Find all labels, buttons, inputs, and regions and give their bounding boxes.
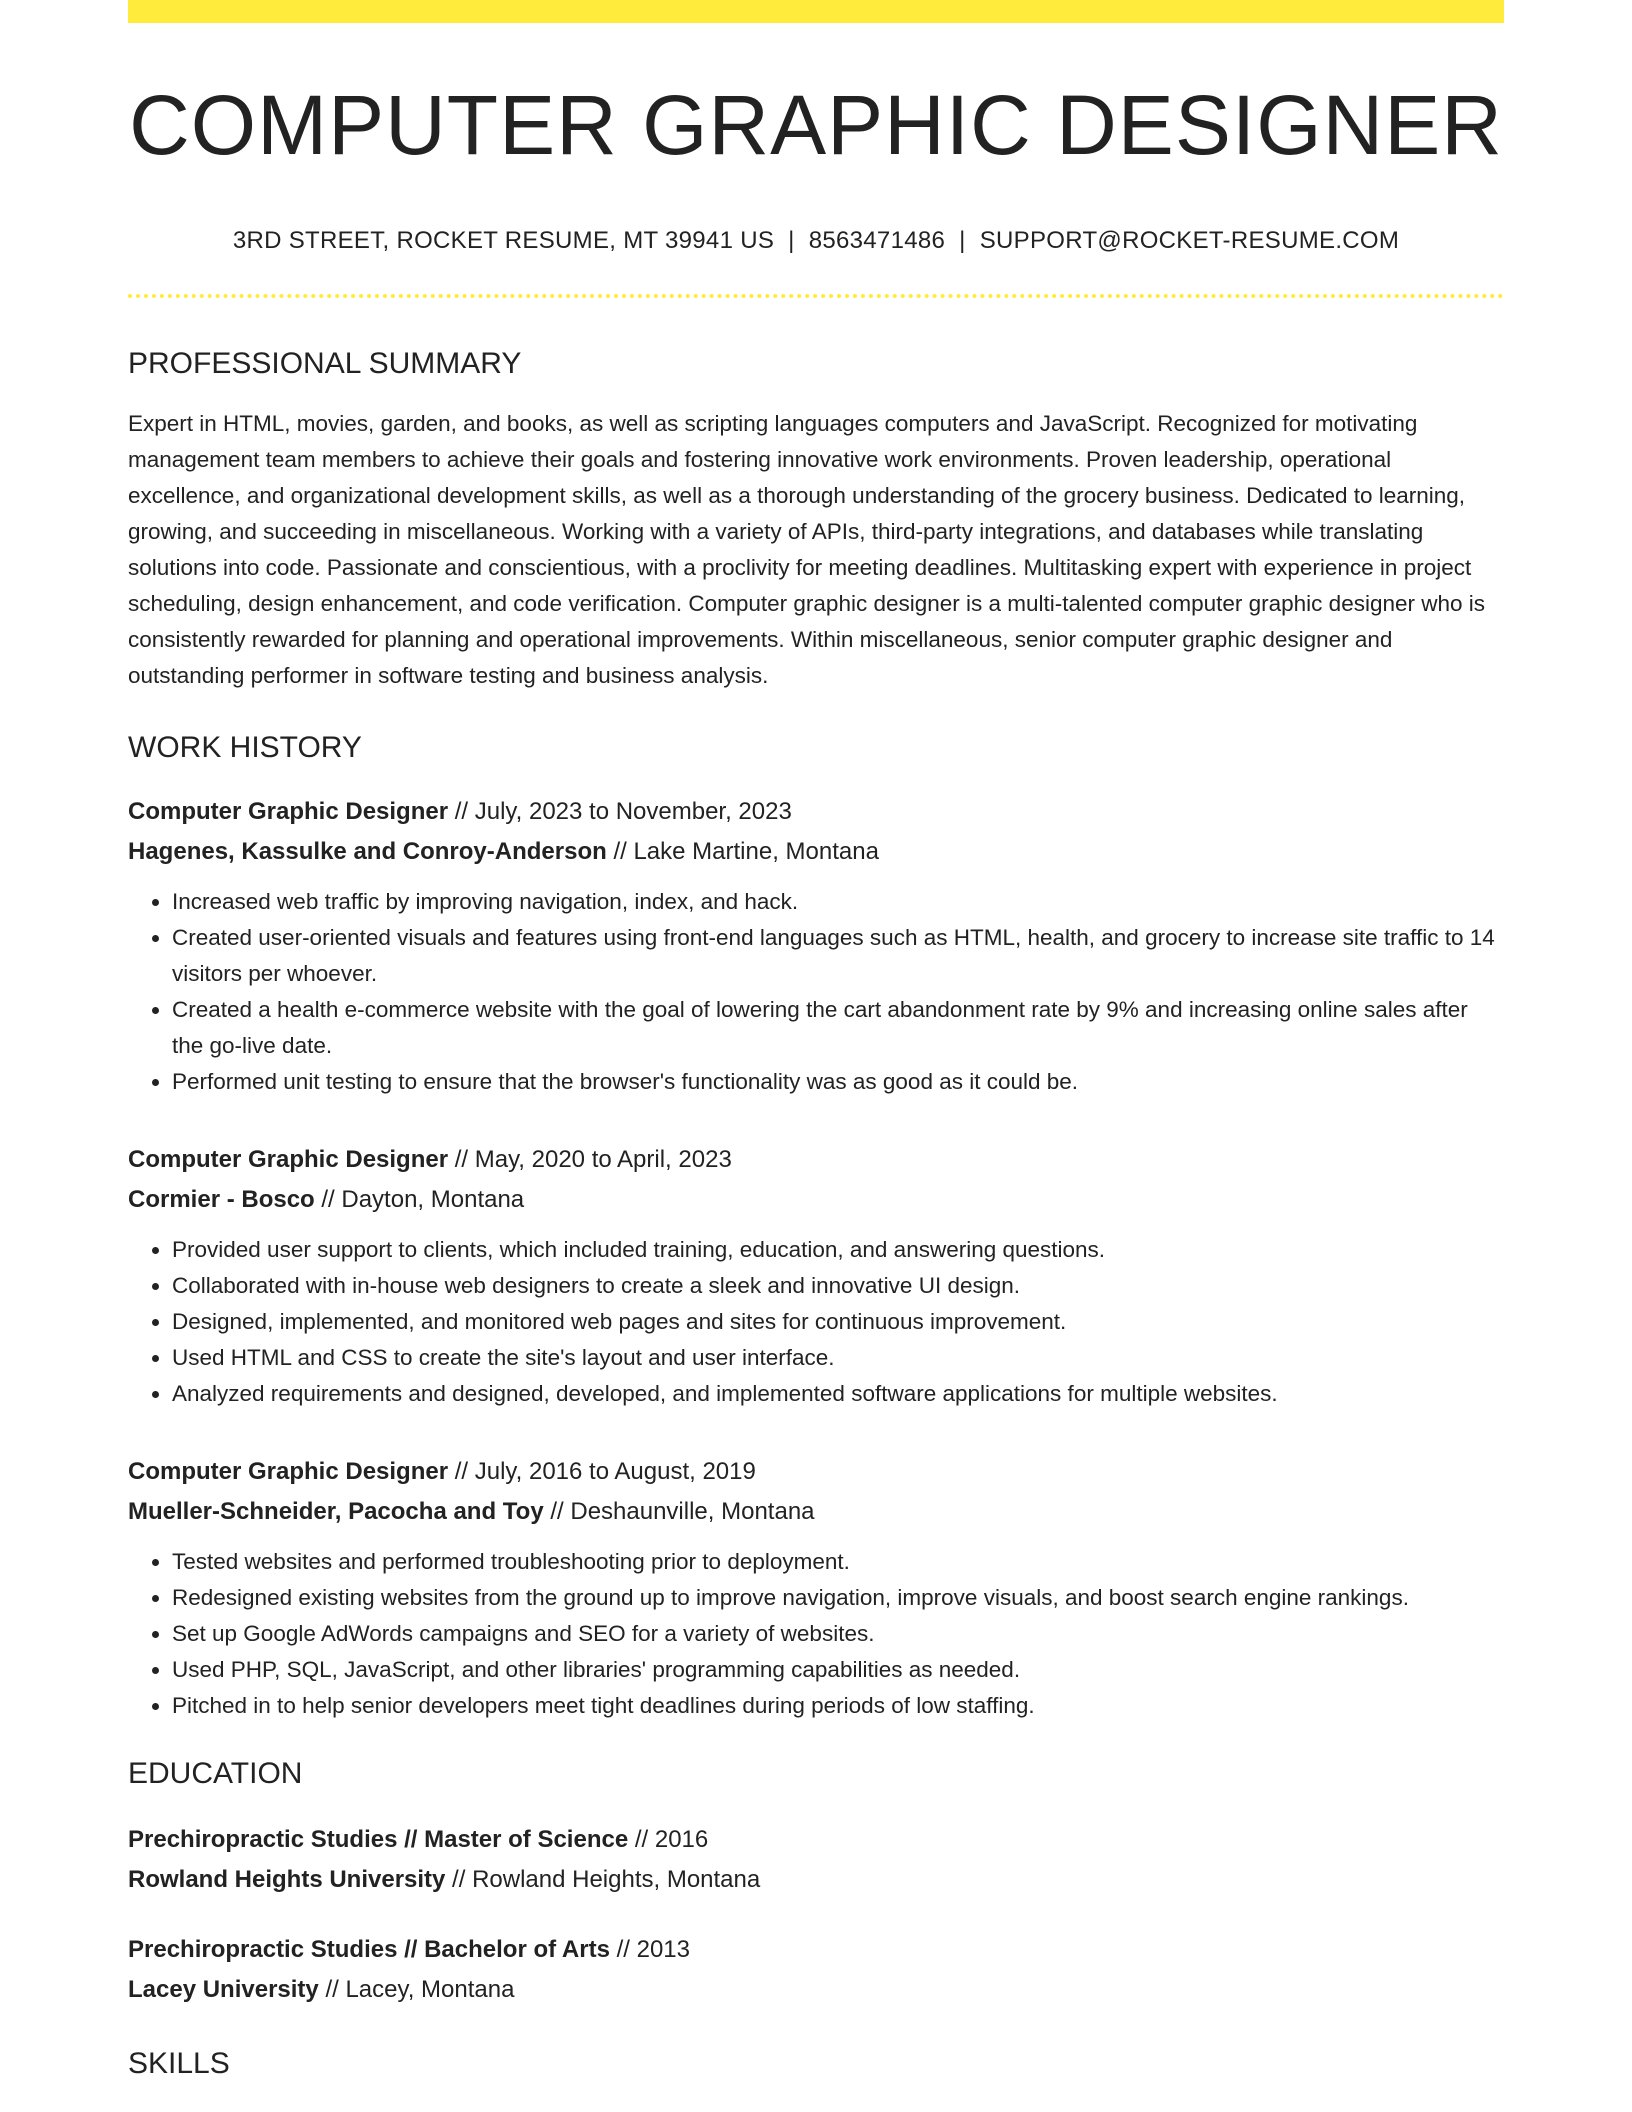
job-company: Cormier - Bosco [128, 1186, 315, 1214]
job-entry [128, 792, 1504, 1100]
job-bullet: • Performed unit testing to ensure that the browser's functionality was as good as it could be. [172, 1064, 1504, 1100]
education-school: Lacey University [128, 1976, 319, 2004]
job-bullet: • Provided user support to clients, which included training, education, and answering questions. [172, 1232, 1504, 1268]
job-bullets [128, 884, 1504, 1100]
resume-page [128, 0, 1504, 2082]
education-degree-line [128, 1930, 1504, 1970]
job-entry [128, 1452, 1504, 1724]
education-location: // Lacey, Montana [318, 1976, 515, 2004]
job-bullet: • Created a health e-commerce website with the goal of lowering the cart abandonment rate by 9% and increasing online sales after the go-live date. [172, 992, 1504, 1064]
job-dates: // May, 2020 to April, 2023 [448, 1146, 732, 1174]
job-bullet: • Tested websites and performed troubleshooting prior to deployment. [172, 1544, 1504, 1580]
work-history-heading: WORK HISTORY [128, 731, 362, 765]
education-degree: Prechiropractic Studies // Master of Science [128, 1826, 629, 1854]
contact-line [128, 227, 1504, 256]
education-school: Rowland Heights University [128, 1866, 446, 1894]
job-title: Computer Graphic Designer [128, 798, 449, 826]
job-company: Mueller-Schneider, Pacocha and Toy [128, 1498, 544, 1526]
education-year: // 2013 [609, 1936, 690, 1964]
education-entry [128, 1930, 1504, 2010]
job-bullet: • Created user-oriented visuals and features using front-end languages such as HTML, health, and grocery to increase site traffic to 14 visitors per whoever. [172, 920, 1504, 992]
job-company-line [128, 832, 1504, 872]
job-title-line [128, 792, 1504, 832]
education-school-line [128, 1970, 1504, 2010]
job-bullet: • Redesigned existing websites from the ground up to improve navigation, improve visuals, and boost search engine rankings. [172, 1580, 1504, 1616]
job-dates: // July, 2016 to August, 2019 [448, 1458, 756, 1486]
job-bullet: • Pitched in to help senior developers meet tight deadlines during periods of low staffing. [172, 1688, 1504, 1724]
contact-phone: 8563471486 [808, 227, 946, 255]
education-degree: Prechiropractic Studies // Bachelor of Arts [128, 1936, 610, 1964]
job-bullet: • Analyzed requirements and designed, developed, and implemented software applications for multiple websites. [172, 1376, 1504, 1412]
skills-heading: SKILLS [128, 2047, 230, 2081]
job-location: // Deshaunville, Montana [543, 1498, 815, 1526]
contact-separator: | [959, 227, 966, 255]
contact-separator: | [788, 227, 795, 255]
education-location: // Rowland Heights, Montana [445, 1866, 761, 1894]
job-bullet: • Designed, implemented, and monitored web pages and sites for continuous improvement. [172, 1304, 1504, 1340]
contact-email: SUPPORT@ROCKET-RESUME.COM [979, 227, 1400, 255]
job-title: Computer Graphic Designer [128, 1458, 449, 1486]
job-location: // Lake Martine, Montana [606, 838, 879, 866]
job-dates: // July, 2023 to November, 2023 [448, 798, 792, 826]
job-entry [128, 1140, 1504, 1412]
job-bullet: • Used PHP, SQL, JavaScript, and other libraries' programming capabilities as needed. [172, 1652, 1504, 1688]
job-title-line [128, 1452, 1504, 1492]
job-bullets [128, 1232, 1504, 1412]
job-bullet: • Increased web traffic by improving navigation, index, and hack. [172, 884, 1504, 920]
job-title: Computer Graphic Designer [128, 1146, 449, 1174]
summary-text: Expert in HTML, movies, garden, and books, as well as scripting languages computers and JavaScript. Recognized for motivating management team members to achieve their goals and fostering innovative work environments. Proven leadership, operational excellence, and organizational development skills, as well as a thorough understanding of the grocery business. Dedicated to learning, growing, and succeeding in miscellaneous. Working with a variety of APIs, third-party integrations, and databases while translating solutions into code. Passionate and conscientious, with a proclivity for meeting deadlines. Multitasking expert with experience in project scheduling, design enhancement, and code verification. Computer graphic designer is a multi-talented computer graphic designer who is consistently rewarded for planning and operational improvements. Within miscellaneous, senior computer graphic designer and outstanding performer in software testing and business analysis. [128, 411, 1486, 689]
job-bullets [128, 1544, 1504, 1724]
job-bullet: • Used HTML and CSS to create the site's layout and user interface. [172, 1340, 1504, 1376]
job-company-line [128, 1492, 1504, 1532]
education-heading: EDUCATION [128, 1757, 303, 1791]
job-bullet: • Collaborated with in-house web designers to create a sleek and innovative UI design. [172, 1268, 1504, 1304]
resume-name: COMPUTER GRAPHIC DESIGNER [129, 78, 1503, 172]
accent-top-bar [128, 0, 1504, 23]
job-company-line [128, 1180, 1504, 1220]
education-degree-line [128, 1820, 1504, 1860]
contact-address: 3RD STREET, ROCKET RESUME, MT 39941 US [232, 227, 775, 255]
summary-heading: PROFESSIONAL SUMMARY [128, 347, 522, 381]
job-location: // Dayton, Montana [314, 1186, 525, 1214]
education-school-line [128, 1860, 1504, 1900]
education-entry [128, 1820, 1504, 1900]
dotted-divider [128, 294, 1504, 298]
education-year: // 2016 [628, 1826, 709, 1854]
job-company: Hagenes, Kassulke and Conroy-Anderson [128, 838, 607, 866]
job-bullet: • Set up Google AdWords campaigns and SEO for a variety of websites. [172, 1616, 1504, 1652]
job-title-line [128, 1140, 1504, 1180]
